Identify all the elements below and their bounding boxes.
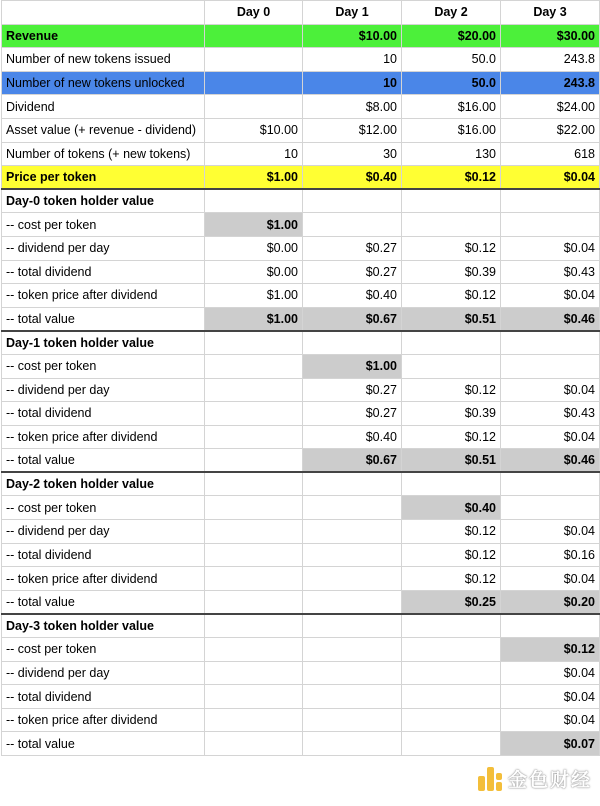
value-cell-day-3[interactable]: $0.43 bbox=[501, 402, 600, 426]
golden-finance-logo-icon bbox=[478, 767, 502, 791]
table-row bbox=[2, 661, 600, 685]
value-cell-day-2[interactable]: $16.00 bbox=[402, 118, 501, 142]
row-label-cell[interactable]: Revenue bbox=[2, 24, 205, 48]
value-cell-day-1[interactable] bbox=[303, 567, 402, 591]
value-cell-day-3[interactable] bbox=[501, 331, 600, 355]
row-label-cell[interactable]: Dividend bbox=[2, 95, 205, 119]
value-cell-day-3[interactable]: $0.12 bbox=[501, 638, 600, 662]
value-cell-day-3[interactable]: 618 bbox=[501, 142, 600, 166]
row-label-cell[interactable]: -- total value bbox=[2, 449, 205, 473]
row-label-cell[interactable]: Number of new tokens issued bbox=[2, 48, 205, 72]
value-cell-day-2[interactable]: $0.40 bbox=[402, 496, 501, 520]
row-label-cell[interactable]: -- dividend per day bbox=[2, 378, 205, 402]
spreadsheet-table bbox=[1, 0, 600, 756]
value-cell-day-2[interactable] bbox=[402, 638, 501, 662]
value-cell-day-0[interactable] bbox=[205, 708, 303, 732]
row-label-cell[interactable]: -- total dividend bbox=[2, 685, 205, 709]
value-cell-day-1[interactable] bbox=[303, 708, 402, 732]
value-cell-day-1[interactable] bbox=[303, 590, 402, 614]
value-cell-day-1[interactable] bbox=[303, 614, 402, 638]
header-cell[interactable] bbox=[2, 1, 205, 25]
table-row bbox=[2, 708, 600, 732]
value-cell-day-3[interactable]: 243.8 bbox=[501, 48, 600, 72]
value-cell-day-3[interactable]: $0.20 bbox=[501, 590, 600, 614]
value-cell-day-2[interactable]: 50.0 bbox=[402, 48, 501, 72]
table-row bbox=[2, 567, 600, 591]
value-cell-day-0[interactable] bbox=[205, 71, 303, 95]
value-cell-day-3[interactable]: $30.00 bbox=[501, 24, 600, 48]
header-cell-day-0[interactable]: Day 0 bbox=[205, 1, 303, 25]
table-row bbox=[2, 284, 600, 308]
value-cell-day-2[interactable]: 50.0 bbox=[402, 71, 501, 95]
value-cell-day-2[interactable]: $0.12 bbox=[402, 236, 501, 260]
header-cell-day-2[interactable]: Day 2 bbox=[402, 1, 501, 25]
row-label-cell[interactable]: -- cost per token bbox=[2, 354, 205, 378]
value-cell-day-0[interactable] bbox=[205, 496, 303, 520]
value-cell-day-1[interactable]: $0.67 bbox=[303, 449, 402, 473]
row-label-cell[interactable]: -- cost per token bbox=[2, 213, 205, 237]
value-cell-day-2[interactable] bbox=[402, 661, 501, 685]
row-label-cell[interactable]: Number of new tokens unlocked bbox=[2, 71, 205, 95]
table-row bbox=[2, 685, 600, 709]
value-cell-day-1[interactable]: $8.00 bbox=[303, 95, 402, 119]
value-cell-day-0[interactable] bbox=[205, 685, 303, 709]
value-cell-day-0[interactable] bbox=[205, 614, 303, 638]
value-cell-day-3[interactable] bbox=[501, 213, 600, 237]
header-cell-day-1[interactable]: Day 1 bbox=[303, 1, 402, 25]
value-cell-day-2[interactable]: $0.39 bbox=[402, 260, 501, 284]
value-cell-day-3[interactable]: $0.04 bbox=[501, 166, 600, 190]
value-cell-day-1[interactable] bbox=[303, 661, 402, 685]
value-cell-day-1[interactable]: $12.00 bbox=[303, 118, 402, 142]
value-cell-day-2[interactable] bbox=[402, 354, 501, 378]
table-row bbox=[2, 449, 600, 473]
header-row bbox=[2, 1, 600, 25]
value-cell-day-3[interactable]: $0.04 bbox=[501, 661, 600, 685]
value-cell-day-3[interactable]: $0.04 bbox=[501, 284, 600, 308]
table-row bbox=[2, 638, 600, 662]
value-cell-day-0[interactable] bbox=[205, 354, 303, 378]
section-header-row bbox=[2, 331, 600, 355]
row-label-cell[interactable]: Number of tokens (+ new tokens) bbox=[2, 142, 205, 166]
row-label-cell[interactable]: -- dividend per day bbox=[2, 520, 205, 544]
value-cell-day-3[interactable]: $0.07 bbox=[501, 732, 600, 756]
value-cell-day-2[interactable] bbox=[402, 213, 501, 237]
value-cell-day-3[interactable]: $0.46 bbox=[501, 449, 600, 473]
value-cell-day-2[interactable]: $0.51 bbox=[402, 449, 501, 473]
row-label-cell[interactable]: -- cost per token bbox=[2, 496, 205, 520]
row-label-cell[interactable]: Day-3 token holder value bbox=[2, 614, 205, 638]
table-row bbox=[2, 118, 600, 142]
value-cell-day-0[interactable] bbox=[205, 449, 303, 473]
row-label-cell[interactable]: -- token price after dividend bbox=[2, 708, 205, 732]
row-label-cell[interactable]: Day-2 token holder value bbox=[2, 472, 205, 496]
value-cell-day-0[interactable] bbox=[205, 472, 303, 496]
value-cell-day-0[interactable] bbox=[205, 567, 303, 591]
value-cell-day-1[interactable] bbox=[303, 732, 402, 756]
value-cell-day-3[interactable]: $0.04 bbox=[501, 685, 600, 709]
value-cell-day-0[interactable] bbox=[205, 732, 303, 756]
value-cell-day-0[interactable]: $1.00 bbox=[205, 213, 303, 237]
value-cell-day-1[interactable]: $1.00 bbox=[303, 354, 402, 378]
value-cell-day-2[interactable]: $0.39 bbox=[402, 402, 501, 426]
table-row bbox=[2, 95, 600, 119]
value-cell-day-0[interactable] bbox=[205, 331, 303, 355]
value-cell-day-2[interactable] bbox=[402, 732, 501, 756]
value-cell-day-2[interactable]: $0.25 bbox=[402, 590, 501, 614]
table-row bbox=[2, 378, 600, 402]
row-label-cell[interactable]: Asset value (+ revenue - dividend) bbox=[2, 118, 205, 142]
table-row bbox=[2, 213, 600, 237]
value-cell-day-1[interactable]: $0.27 bbox=[303, 402, 402, 426]
value-cell-day-3[interactable]: $22.00 bbox=[501, 118, 600, 142]
value-cell-day-0[interactable] bbox=[205, 425, 303, 449]
value-cell-day-0[interactable]: $0.00 bbox=[205, 260, 303, 284]
value-cell-day-1[interactable] bbox=[303, 496, 402, 520]
value-cell-day-0[interactable]: $1.00 bbox=[205, 284, 303, 308]
value-cell-day-2[interactable]: $0.12 bbox=[402, 543, 501, 567]
row-label-cell[interactable]: -- token price after dividend bbox=[2, 425, 205, 449]
value-cell-day-2[interactable] bbox=[402, 685, 501, 709]
table-row bbox=[2, 71, 600, 95]
value-cell-day-0[interactable] bbox=[205, 24, 303, 48]
value-cell-day-1[interactable]: 10 bbox=[303, 71, 402, 95]
value-cell-day-1[interactable] bbox=[303, 685, 402, 709]
value-cell-day-2[interactable] bbox=[402, 189, 501, 213]
value-cell-day-3[interactable]: $0.04 bbox=[501, 708, 600, 732]
row-label-cell[interactable]: -- total value bbox=[2, 732, 205, 756]
value-cell-day-3[interactable]: $0.16 bbox=[501, 543, 600, 567]
value-cell-day-3[interactable]: $0.46 bbox=[501, 307, 600, 331]
value-cell-day-1[interactable] bbox=[303, 543, 402, 567]
value-cell-day-1[interactable]: $0.67 bbox=[303, 307, 402, 331]
value-cell-day-3[interactable]: $0.04 bbox=[501, 567, 600, 591]
table-row bbox=[2, 520, 600, 544]
watermark-text: 金色财经 bbox=[507, 770, 592, 791]
value-cell-day-3[interactable] bbox=[501, 614, 600, 638]
value-cell-day-3[interactable]: $0.04 bbox=[501, 378, 600, 402]
row-label-cell[interactable]: -- total dividend bbox=[2, 402, 205, 426]
table-row bbox=[2, 402, 600, 426]
value-cell-day-2[interactable]: $0.12 bbox=[402, 567, 501, 591]
value-cell-day-1[interactable]: $0.40 bbox=[303, 166, 402, 190]
value-cell-day-0[interactable]: $10.00 bbox=[205, 118, 303, 142]
value-cell-day-0[interactable] bbox=[205, 189, 303, 213]
value-cell-day-2[interactable] bbox=[402, 472, 501, 496]
row-label-cell[interactable]: -- dividend per day bbox=[2, 236, 205, 260]
value-cell-day-2[interactable] bbox=[402, 331, 501, 355]
row-label-cell[interactable]: -- total dividend bbox=[2, 543, 205, 567]
value-cell-day-2[interactable] bbox=[402, 614, 501, 638]
value-cell-day-1[interactable] bbox=[303, 472, 402, 496]
value-cell-day-0[interactable]: 10 bbox=[205, 142, 303, 166]
value-cell-day-3[interactable]: 243.8 bbox=[501, 71, 600, 95]
value-cell-day-2[interactable]: 130 bbox=[402, 142, 501, 166]
value-cell-day-0[interactable] bbox=[205, 543, 303, 567]
table-row bbox=[2, 260, 600, 284]
value-cell-day-2[interactable] bbox=[402, 708, 501, 732]
value-cell-day-1[interactable] bbox=[303, 520, 402, 544]
value-cell-day-2[interactable]: $0.12 bbox=[402, 520, 501, 544]
table-row bbox=[2, 496, 600, 520]
table-row bbox=[2, 48, 600, 72]
value-cell-day-0[interactable]: $1.00 bbox=[205, 307, 303, 331]
value-cell-day-2[interactable]: $0.12 bbox=[402, 378, 501, 402]
value-cell-day-1[interactable] bbox=[303, 189, 402, 213]
section-header-row bbox=[2, 614, 600, 638]
table-row bbox=[2, 425, 600, 449]
header-cell-day-3[interactable]: Day 3 bbox=[501, 1, 600, 25]
value-cell-day-0[interactable] bbox=[205, 661, 303, 685]
row-label-cell[interactable]: -- total dividend bbox=[2, 260, 205, 284]
value-cell-day-3[interactable]: $0.43 bbox=[501, 260, 600, 284]
table-row bbox=[2, 307, 600, 331]
value-cell-day-0[interactable] bbox=[205, 402, 303, 426]
value-cell-day-1[interactable]: $0.27 bbox=[303, 260, 402, 284]
value-cell-day-1[interactable] bbox=[303, 331, 402, 355]
value-cell-day-3[interactable] bbox=[501, 189, 600, 213]
table-row bbox=[2, 732, 600, 756]
value-cell-day-1[interactable]: 10 bbox=[303, 48, 402, 72]
value-cell-day-0[interactable] bbox=[205, 95, 303, 119]
row-label-cell[interactable]: -- total value bbox=[2, 590, 205, 614]
row-label-cell[interactable]: -- total value bbox=[2, 307, 205, 331]
row-label-cell[interactable]: Price per token bbox=[2, 166, 205, 190]
table-row bbox=[2, 236, 600, 260]
value-cell-day-0[interactable] bbox=[205, 638, 303, 662]
value-cell-day-0[interactable] bbox=[205, 378, 303, 402]
value-cell-day-0[interactable] bbox=[205, 48, 303, 72]
table-row bbox=[2, 354, 600, 378]
row-label-cell[interactable]: -- dividend per day bbox=[2, 661, 205, 685]
value-cell-day-0[interactable] bbox=[205, 590, 303, 614]
value-cell-day-2[interactable]: $0.12 bbox=[402, 166, 501, 190]
value-cell-day-1[interactable]: 30 bbox=[303, 142, 402, 166]
value-cell-day-0[interactable] bbox=[205, 520, 303, 544]
value-cell-day-1[interactable] bbox=[303, 213, 402, 237]
watermark bbox=[478, 765, 592, 792]
value-cell-day-1[interactable]: $0.40 bbox=[303, 284, 402, 308]
row-label-cell[interactable]: Day-0 token holder value bbox=[2, 189, 205, 213]
value-cell-day-3[interactable] bbox=[501, 354, 600, 378]
table-row bbox=[2, 166, 600, 190]
section-header-row bbox=[2, 189, 600, 213]
table-row bbox=[2, 543, 600, 567]
row-label-cell[interactable]: -- cost per token bbox=[2, 638, 205, 662]
row-label-cell[interactable]: -- token price after dividend bbox=[2, 284, 205, 308]
value-cell-day-2[interactable]: $16.00 bbox=[402, 95, 501, 119]
value-cell-day-1[interactable]: $0.40 bbox=[303, 425, 402, 449]
value-cell-day-3[interactable]: $24.00 bbox=[501, 95, 600, 119]
table-row bbox=[2, 590, 600, 614]
value-cell-day-2[interactable]: $0.12 bbox=[402, 284, 501, 308]
value-cell-day-2[interactable]: $20.00 bbox=[402, 24, 501, 48]
value-cell-day-2[interactable]: $0.12 bbox=[402, 425, 501, 449]
value-cell-day-3[interactable]: $0.04 bbox=[501, 236, 600, 260]
value-cell-day-1[interactable] bbox=[303, 638, 402, 662]
value-cell-day-3[interactable] bbox=[501, 472, 600, 496]
value-cell-day-0[interactable]: $0.00 bbox=[205, 236, 303, 260]
value-cell-day-3[interactable] bbox=[501, 496, 600, 520]
value-cell-day-2[interactable]: $0.51 bbox=[402, 307, 501, 331]
row-label-cell[interactable]: Day-1 token holder value bbox=[2, 331, 205, 355]
value-cell-day-1[interactable]: $0.27 bbox=[303, 378, 402, 402]
table-row bbox=[2, 24, 600, 48]
value-cell-day-0[interactable]: $1.00 bbox=[205, 166, 303, 190]
value-cell-day-3[interactable]: $0.04 bbox=[501, 425, 600, 449]
section-header-row bbox=[2, 472, 600, 496]
row-label-cell[interactable]: -- token price after dividend bbox=[2, 567, 205, 591]
value-cell-day-3[interactable]: $0.04 bbox=[501, 520, 600, 544]
value-cell-day-1[interactable]: $0.27 bbox=[303, 236, 402, 260]
value-cell-day-1[interactable]: $10.00 bbox=[303, 24, 402, 48]
table-row bbox=[2, 142, 600, 166]
